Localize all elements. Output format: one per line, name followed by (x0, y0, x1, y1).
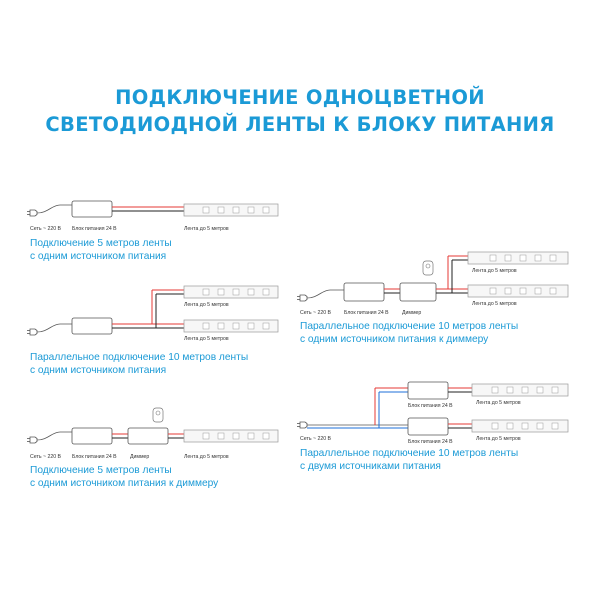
psu-label: Блок питания 24 В (408, 403, 453, 409)
caption-line: с одним источником питания (30, 365, 167, 376)
strip-label: Лента до 5 метров (184, 336, 229, 342)
caption-line: Параллельное подключение 10 метров ленты (300, 321, 519, 332)
caption-line: Подключение 5 метров ленты (30, 465, 172, 476)
strip-label: Лента до 5 метров (184, 454, 229, 460)
strip-label: Лента до 5 метров (472, 301, 517, 307)
caption-line: Параллельное подключение 10 метров ленты (300, 448, 519, 459)
psu-label: Блок питания 24 В (72, 226, 117, 232)
strip-label: Лента до 5 метров (184, 226, 229, 232)
strip-label: Лента до 5 метров (472, 268, 517, 274)
scheme-4 (297, 252, 568, 316)
scheme-1-caption (30, 237, 172, 263)
page-title-line1: ПОДКЛЮЧЕНИЕ ОДНОЦВЕТНОЙ (115, 86, 485, 109)
strip-label: Лента до 5 метров (184, 302, 229, 308)
dimmer-label: Диммер (402, 310, 422, 316)
led-strip (184, 286, 278, 298)
power-supply (72, 201, 112, 217)
scheme-3-caption (30, 464, 218, 490)
psu-label: Блок питания 24 В (72, 454, 117, 460)
led-strip (468, 252, 568, 264)
mains-label: Сеть ~ 220 В (300, 436, 332, 442)
power-supply (72, 428, 112, 444)
caption-line: с одним источником питания (30, 251, 167, 262)
led-strip (184, 430, 278, 442)
power-supply (344, 283, 384, 301)
remote-icon (423, 261, 433, 275)
dimmer (400, 283, 436, 301)
led-strip (468, 285, 568, 297)
led-strip (184, 320, 278, 332)
led-strip (184, 204, 278, 216)
page-title-line2: СВЕТОДИОДНОЙ ЛЕНТЫ К БЛОКУ ПИТАНИЯ (45, 113, 555, 136)
mains-label: Сеть ~ 220 В (300, 310, 332, 316)
led-strip (472, 384, 568, 396)
led-strip (472, 420, 568, 432)
remote-icon (153, 408, 163, 422)
scheme-3 (27, 408, 278, 460)
power-supply (408, 382, 448, 399)
mains-label: Сеть ~ 220 В (30, 454, 62, 460)
dimmer-label: Диммер (130, 454, 150, 460)
caption-line: Подключение 5 метров ленты (30, 238, 172, 249)
scheme-1 (27, 201, 278, 232)
psu-label: Блок питания 24 В (344, 310, 389, 316)
strip-label: Лента до 5 метров (476, 400, 521, 406)
caption-line: с двумя источниками питания (300, 461, 441, 472)
strip-label: Лента до 5 метров (476, 436, 521, 442)
caption-line: Параллельное подключение 10 метров ленты (30, 352, 249, 363)
power-supply (72, 318, 112, 334)
caption-line: с одним источником питания к диммеру (300, 334, 489, 345)
mains-label: Сеть ~ 220 В (30, 226, 62, 232)
psu-label: Блок питания 24 В (408, 439, 453, 445)
scheme-4-caption (300, 320, 518, 346)
dimmer (128, 428, 168, 444)
caption-line: с одним источником питания к диммеру (30, 478, 219, 489)
power-supply (408, 418, 448, 435)
scheme-5-caption (300, 447, 518, 473)
scheme-2-caption (30, 351, 248, 377)
scheme-5 (297, 382, 568, 445)
scheme-2 (27, 286, 278, 342)
